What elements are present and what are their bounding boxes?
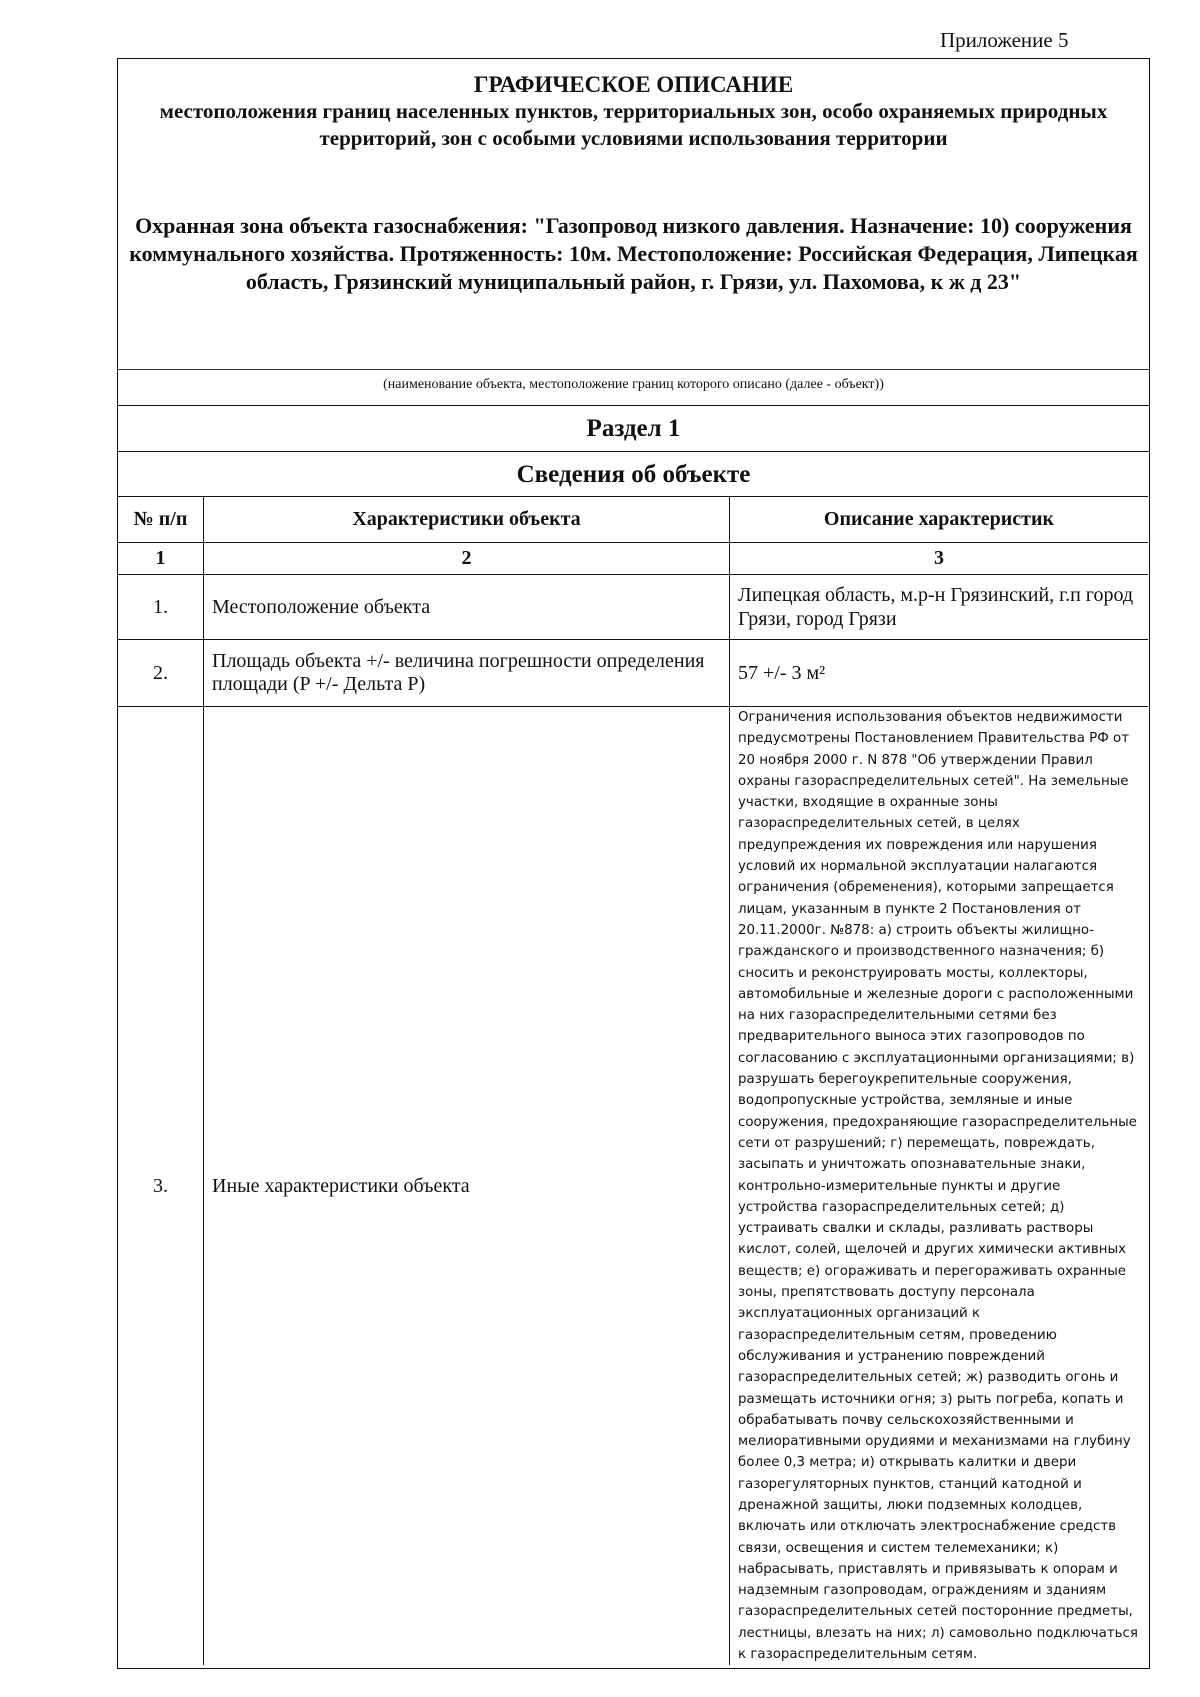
row-number: 1. xyxy=(118,575,204,640)
document-subtitle: местоположения границ населенных пунктов, территориальных зон, особо охраняемых природных территорий, зон с особыми условиями использования территории xyxy=(159,99,1108,150)
row-characteristic: Иные характеристики объекта xyxy=(204,707,730,1666)
row-value: Липецкая область, м.р-н Грязинский, г.п город Грязи, город Грязи xyxy=(730,575,1149,640)
document-title: ГРАФИЧЕСКОЕ ОПИСАНИЕ xyxy=(473,72,794,97)
document-frame xyxy=(117,58,1150,1669)
column-number-1: 1 xyxy=(118,543,204,575)
table-row xyxy=(118,707,1148,1666)
table-row xyxy=(118,575,1148,640)
table-column-numbers-row xyxy=(118,543,1148,575)
object-properties-table xyxy=(118,496,1148,1665)
row-number: 2. xyxy=(118,640,204,707)
title-block xyxy=(118,59,1149,369)
row-number: 3. xyxy=(118,707,204,1666)
section-heading: Раздел 1 xyxy=(118,405,1149,452)
row-characteristic: Площадь объекта +/- величина погрешности определения площади (P +/- Дельта P) xyxy=(204,640,730,707)
column-number-2: 2 xyxy=(204,543,730,575)
table-row xyxy=(118,640,1148,707)
header-description: Описание характеристик xyxy=(730,497,1149,543)
row-value: 57 +/- 3 м² xyxy=(730,640,1149,707)
section-title: Сведения об объекте xyxy=(118,451,1149,497)
row-value: Ограничения использования объектов недвижимости предусмотрены Постановлением Правительства РФ от 20 ноября 2000 г. N 878 "Об утверждении Правил охраны газораспределительных сетей". На земельные участки, входящие в охранные зоны газораспределительных сетей, в целях предупреждения их повреждения или нарушения условий их нормальной эксплуатации налагаются ограничения (обременения), которыми запрещается лицам, указанным в пункте 2 Постановления от 20.11.2000г. №878: а) строить объекты жилищно-гражданского и производственного назначения; б) сносить и реконструировать мосты, коллекторы, автомобильные и железные дороги с расположенными на них газораспределительными сетями без предварительного выноса этих газопроводов по согласованию с эксплуатационными организациями; в) разрушать берегоукрепительные сооружения, водопропускные устройства, земляные и иные сооружения, предохраняющие газораспределительные сети от разрушений; г) перемещать, повреждать, засыпать и уничтожать опознавательные знаки, контрольно-измерительные пункты и другие устройства газораспределительных сетей; д) устраивать свалки и склады, разливать растворы кислот, солей, щелочей и других химически активных веществ; е) огораживать и перегораживать охранные зоны, препятствовать доступу персонала эксплуатационных организаций к газораспределительным сетям, проведению обслуживания и устранению повреждений газораспределительных сетей; ж) разводить огонь и размещать источники огня; з) рыть погреба, копать и обрабатывать почву сельскохозяйственными и мелиоративными орудиями и механизмами на глубину более 0,3 метра; и) открывать калитки и двери газорегуляторных пунктов, станций катодной и дренажной защиты, люки подземных колодцев, включать или отключать электроснабжение средств связи, освещения и систем телемеханики; к) набрасывать, приставлять и привязывать к опорам и надземным газопроводам, ограждениям и зданиям газораспределительных сетей посторонние предметы, лестницы, влезать на них; л) самовольно подключаться к газораспределительным сетям. xyxy=(730,707,1149,1666)
appendix-label: Приложение 5 xyxy=(940,28,1069,52)
column-number-3: 3 xyxy=(730,543,1149,575)
header-number: № п/п xyxy=(118,497,204,543)
row-characteristic: Местоположение объекта xyxy=(204,575,730,640)
object-description: Охранная зона объекта газоснабжения: "Газопровод низкого давления. Назначение: 10) сооружения коммунального хозяйства. Протяженность: 10м. Местоположение: Российская Федерация, Липецкая область, Грязинский муниципальный район, г. Грязи, ул. Пахомова, к ж д 23" xyxy=(129,213,1138,294)
object-caption: (наименование объекта, местоположение границ которого описано (далее - объект)) xyxy=(118,369,1149,406)
header-characteristic: Характеристики объекта xyxy=(204,497,730,543)
table-header-row xyxy=(118,497,1148,543)
